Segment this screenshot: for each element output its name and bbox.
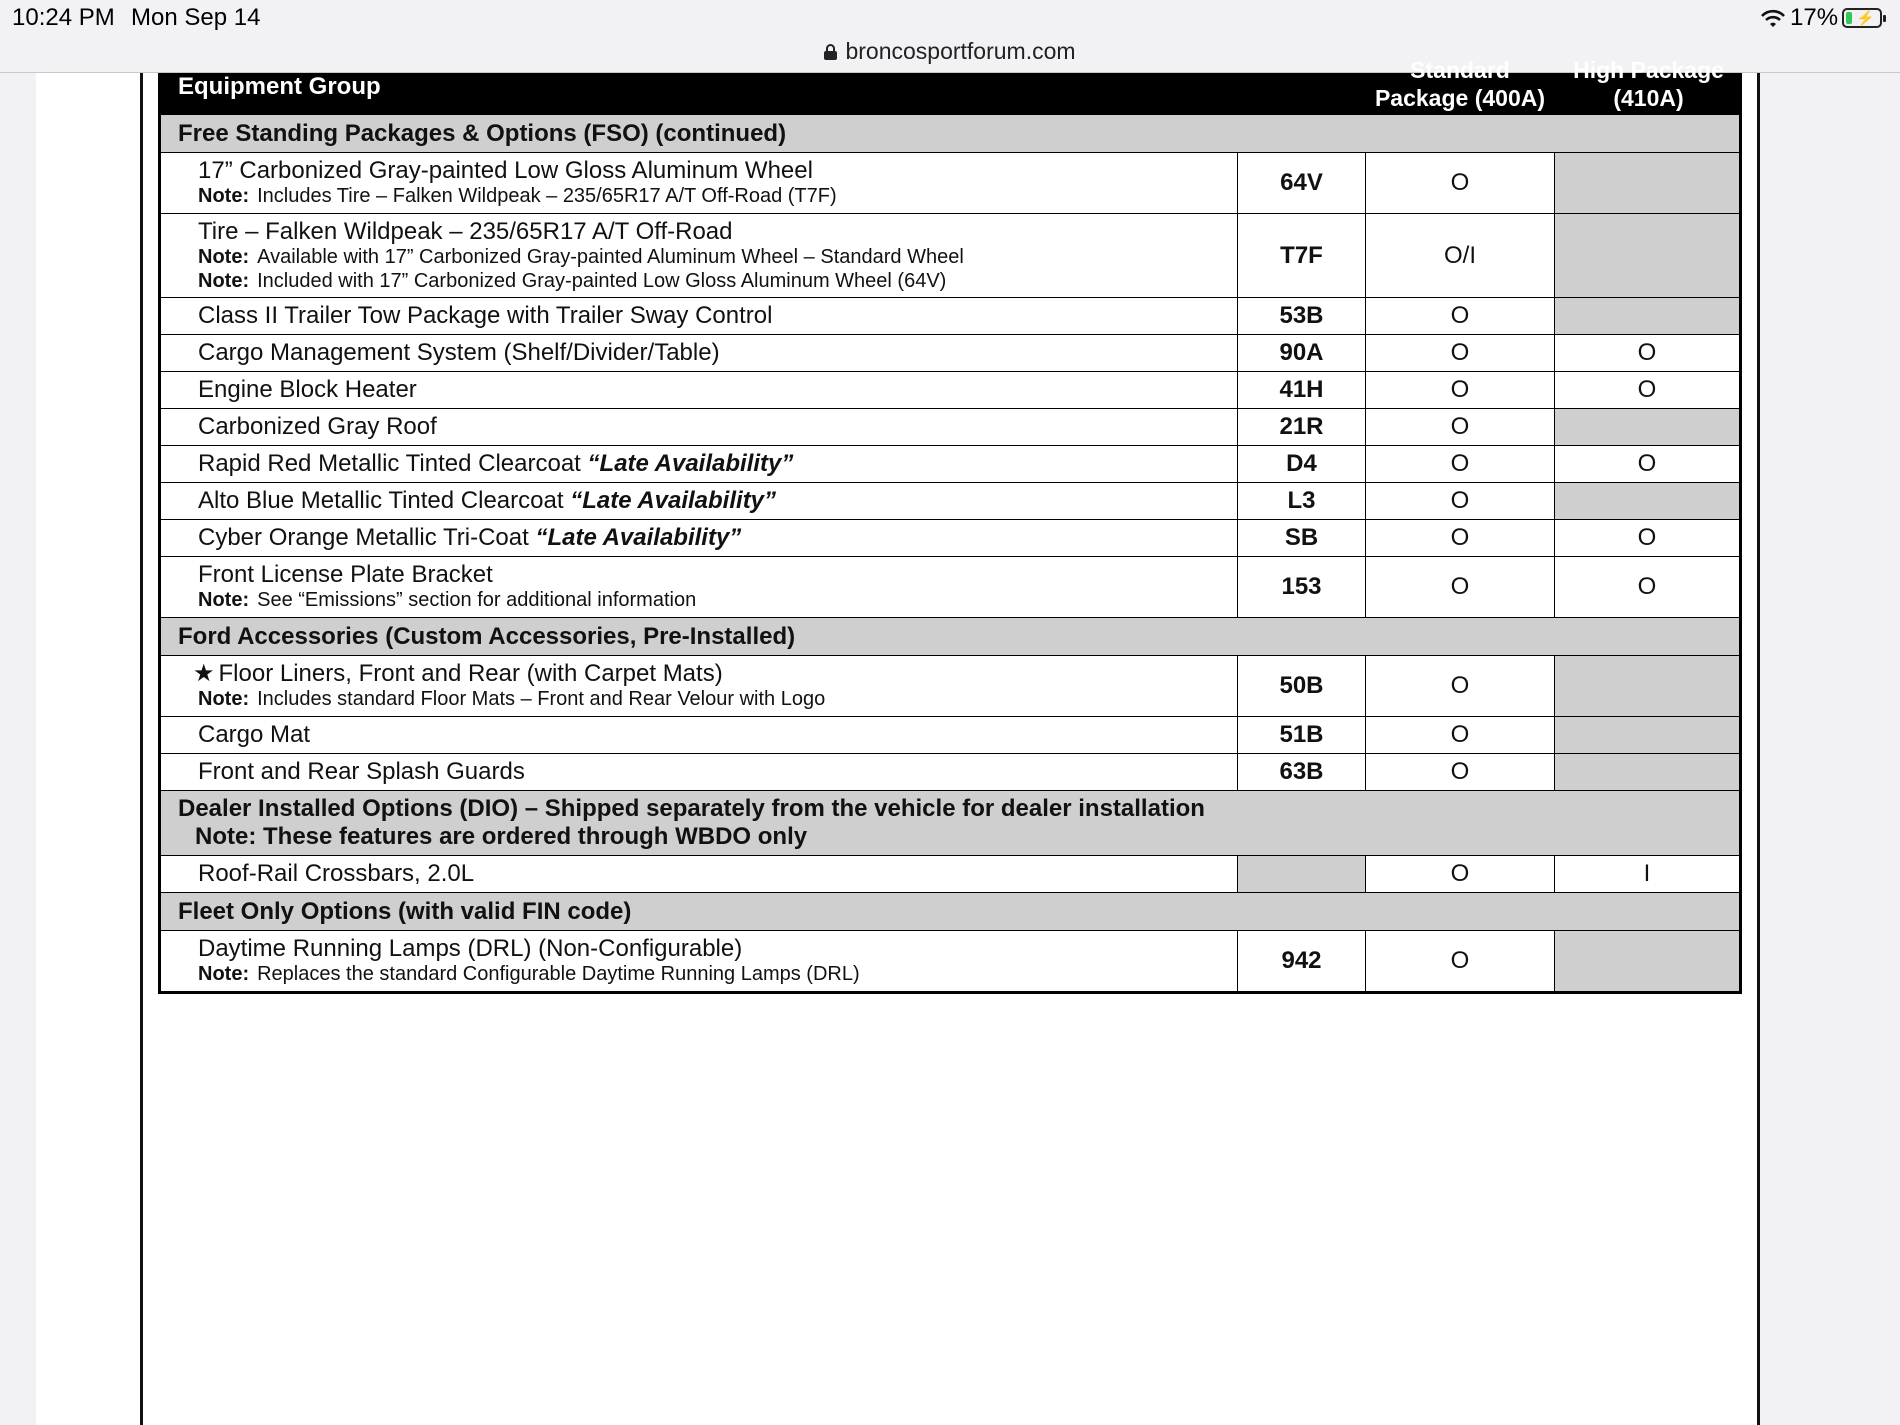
late-availability-label: “Late Availability” — [570, 487, 777, 514]
standard-availability: O — [1365, 520, 1554, 556]
table-row — [161, 519, 1739, 556]
wifi-icon — [1760, 9, 1786, 29]
option-code: 63B — [1237, 754, 1365, 790]
standard-availability: O — [1365, 754, 1554, 790]
high-availability: O — [1554, 446, 1739, 482]
section-header: Ford Accessories (Custom Accessories, Pre-Installed) — [161, 617, 1739, 655]
high-availability: O — [1554, 557, 1739, 617]
high-availability — [1554, 656, 1739, 716]
option-name: Daytime Running Lamps (DRL) (Non-Configurable) — [198, 935, 743, 962]
lock-icon — [824, 44, 837, 60]
option-name: Cargo Management System (Shelf/Divider/Table) — [198, 339, 720, 366]
table-row — [161, 855, 1739, 892]
standard-availability: O — [1365, 656, 1554, 716]
option-note: Includes standard Floor Mats – Front and Rear Velour with Logo — [257, 688, 826, 710]
option-code: 64V — [1237, 153, 1365, 213]
option-name: Roof-Rail Crossbars, 2.0L — [198, 860, 475, 887]
high-availability: O — [1554, 372, 1739, 408]
option-code: 90A — [1237, 335, 1365, 371]
equipment-table — [158, 57, 1742, 994]
high-availability: O — [1554, 520, 1739, 556]
standard-availability: O — [1365, 856, 1554, 892]
section-header: Fleet Only Options (with valid FIN code) — [161, 892, 1739, 930]
option-name: Rapid Red Metallic Tinted Clearcoat — [198, 450, 581, 477]
standard-availability: O — [1365, 446, 1554, 482]
table-row — [161, 716, 1739, 753]
standard-availability: O — [1365, 717, 1554, 753]
battery-percentage: 17% — [1790, 4, 1839, 31]
table-row — [161, 371, 1739, 408]
option-name: Front and Rear Splash Guards — [198, 758, 525, 785]
high-availability — [1554, 298, 1739, 334]
section-header: Dealer Installed Options (DIO) – Shipped separately from the vehicle for dealer installation Note: These features are ordered through WBDO only — [161, 790, 1739, 855]
late-availability-label: “Late Availability” — [535, 524, 742, 551]
high-availability: I — [1554, 856, 1739, 892]
table-row — [161, 297, 1739, 334]
late-availability-label: “Late Availability” — [587, 450, 794, 477]
option-code: 53B — [1237, 298, 1365, 334]
charging-bolt-icon: ⚡ — [1856, 10, 1875, 27]
standard-availability: O — [1365, 557, 1554, 617]
option-name: Class II Trailer Tow Package with Trailer Sway Control — [198, 302, 773, 329]
table-row: Daytime Running Lamps (DRL) (Non-Configurable) Note: Replaces the standard Configurable Daytime Running Lamps (DRL) 942 O — [161, 930, 1739, 991]
high-availability — [1554, 754, 1739, 790]
table-row — [161, 408, 1739, 445]
option-code: SB — [1237, 520, 1365, 556]
high-availability — [1554, 214, 1739, 297]
option-note: See “Emissions” section for additional information — [257, 589, 697, 611]
option-code — [1237, 856, 1365, 892]
table-row — [161, 482, 1739, 519]
option-code: 51B — [1237, 717, 1365, 753]
section-note: Note: These features are ordered through WBDO only — [195, 823, 808, 850]
battery-icon — [1842, 8, 1882, 28]
option-note: Included with 17” Carbonized Gray-painted Low Gloss Aluminum Wheel (64V) — [257, 269, 947, 292]
standard-availability: O — [1365, 153, 1554, 213]
option-note: Replaces the standard Configurable Daytime Running Lamps (DRL) — [257, 963, 860, 985]
table-row: ★ Floor Liners, Front and Rear (with Carpet Mats) Note: Includes standard Floor Mats – Front and Rear Velour with Logo 50B O — [161, 655, 1739, 716]
option-name: 17” Carbonized Gray-painted Low Gloss Aluminum Wheel — [198, 157, 813, 184]
option-name: Alto Blue Metallic Tinted Clearcoat — [198, 487, 564, 514]
table-row — [161, 753, 1739, 790]
standard-availability: O — [1365, 483, 1554, 519]
high-availability — [1554, 717, 1739, 753]
standard-availability: O — [1365, 298, 1554, 334]
high-availability — [1554, 931, 1739, 991]
standard-availability: O — [1365, 372, 1554, 408]
table-row: 17” Carbonized Gray-painted Low Gloss Aluminum Wheel Note: Includes Tire – Falken Wildpeak – 235/65R17 A/T Off-Road (T7F) 64V O — [161, 152, 1739, 213]
option-name: Cargo Mat — [198, 721, 311, 748]
option-name: Cyber Orange Metallic Tri-Coat — [198, 524, 529, 551]
option-code: D4 — [1237, 446, 1365, 482]
option-name: Carbonized Gray Roof — [198, 413, 437, 440]
status-time: 10:24 PM — [12, 4, 115, 31]
option-code: 50B — [1237, 656, 1365, 716]
section-header: Free Standing Packages & Options (FSO) (continued) — [161, 114, 1739, 152]
option-note: Includes Tire – Falken Wildpeak – 235/65R17 A/T Off-Road (T7F) — [257, 185, 837, 207]
header-high-package: High Package (410A) — [1573, 57, 1724, 111]
standard-availability: O — [1365, 409, 1554, 445]
option-code: 41H — [1237, 372, 1365, 408]
option-code: L3 — [1237, 483, 1365, 519]
option-name: Engine Block Heater — [198, 376, 417, 403]
high-availability — [1554, 153, 1739, 213]
header-equipment-group: Equipment Group — [178, 73, 381, 100]
high-availability: O — [1554, 335, 1739, 371]
option-code: T7F — [1237, 214, 1365, 297]
option-name: Floor Liners, Front and Rear (with Carpet Mats) — [218, 660, 723, 687]
option-note: Available with 17” Carbonized Gray-painted Aluminum Wheel – Standard Wheel — [257, 245, 964, 268]
battery-level — [1846, 12, 1852, 24]
option-name: Tire – Falken Wildpeak – 235/65R17 A/T Off-Road — [198, 217, 733, 245]
option-code: 942 — [1237, 931, 1365, 991]
option-code: 21R — [1237, 409, 1365, 445]
star-icon: ★ — [193, 660, 215, 687]
table-row — [161, 334, 1739, 371]
table-row: Tire – Falken Wildpeak – 235/65R17 A/T Off-Road Note: Available with 17” Carbonized Gray-painted Aluminum Wheel – Standard Wheel Note: Included with 17” Carbonized Gray-painted Low Gloss Aluminum Wheel (64V) T7F O/I — [161, 213, 1739, 297]
option-name: Front License Plate Bracket — [198, 561, 493, 588]
standard-availability: O/I — [1365, 214, 1554, 297]
standard-availability: O — [1365, 335, 1554, 371]
high-availability — [1554, 409, 1739, 445]
status-date: Mon Sep 14 — [131, 4, 261, 31]
table-header — [161, 57, 1739, 114]
url-text[interactable]: broncosportforum.com — [845, 38, 1076, 64]
standard-availability: O — [1365, 931, 1554, 991]
option-code: 153 — [1237, 557, 1365, 617]
header-standard-package: Standard Package (400A) — [1374, 57, 1546, 111]
table-row: Front License Plate Bracket Note: See “Emissions” section for additional information 153 O O — [161, 556, 1739, 617]
high-availability — [1554, 483, 1739, 519]
table-row — [161, 445, 1739, 482]
